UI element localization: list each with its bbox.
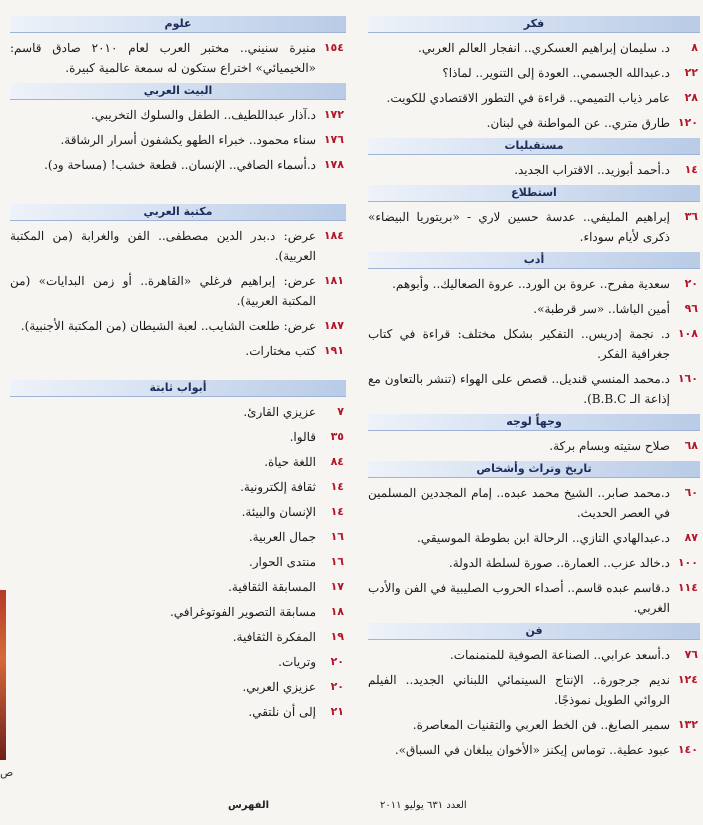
section-science	[10, 16, 346, 78]
spacer	[10, 366, 346, 378]
section-arab-home	[10, 83, 346, 175]
toc-entry[interactable]	[368, 528, 700, 548]
section-history	[368, 461, 700, 618]
toc-entry[interactable]	[368, 645, 700, 665]
toc-entry[interactable]	[10, 602, 346, 622]
page-number: ١٠٨	[677, 327, 698, 340]
entry-title: سناء محمود.. خبراء الطهو يكشفون أسرار الرشاقة.	[60, 133, 316, 147]
page-number: ٢٨	[684, 91, 698, 104]
entry-title: سمير الصايغ.. فن الخط العربي والتقنيات المعاصرة.	[412, 718, 670, 732]
section-header: تاريخ وتراث وأشخاص	[368, 461, 700, 478]
page-number: ١٧	[330, 580, 344, 593]
page-number: ٦٨	[684, 439, 698, 452]
page-number: ٧٦	[684, 648, 698, 661]
section-header: مكتبة العربي	[10, 204, 346, 221]
page-number: ٦٠	[684, 486, 698, 499]
section-header: مستقبليات	[368, 138, 700, 155]
toc-entry[interactable]	[10, 402, 346, 422]
entry-title: د.أحمد أبوزيد.. الاقتراب الجديد.	[514, 163, 670, 177]
section-arab-library	[10, 204, 346, 361]
entry-title: ثقافة إلكترونية.	[240, 480, 316, 494]
toc-right-column	[368, 14, 700, 765]
page-number: ٣٥	[330, 430, 344, 443]
page-number: ٨	[691, 41, 698, 54]
issue-info: العدد ٦٣١ يوليو ٢٠١١	[380, 800, 467, 811]
toc-entry[interactable]	[368, 553, 700, 573]
section-header: البيت العربي	[10, 83, 346, 100]
entry-title: مسابقة التصوير الفوتوغرافي.	[169, 605, 316, 619]
toc-entry[interactable]	[10, 702, 346, 722]
section-fixed-chapters	[10, 380, 346, 722]
toc-entry[interactable]	[10, 452, 346, 472]
entry-title: وتريات.	[278, 655, 316, 669]
page-number: ٣٦	[684, 210, 698, 223]
entry-title: عرض: طلعت الشايب.. لعبة الشيطان (من المكتبة الأجنبية).	[20, 319, 316, 333]
toc-entry[interactable]	[10, 271, 346, 311]
entry-title: عبود عطية.. توماس إيكنز «الأخوان يبلغان في السباق».	[394, 743, 670, 757]
toc-entry[interactable]	[10, 527, 346, 547]
entry-title: عامر ذياب التميمي.. قراءة في التطور الاقتصادي للكويت.	[386, 91, 670, 105]
toc-entry[interactable]	[368, 299, 700, 319]
entry-title: طارق متري.. عن المواطنة في لبنان.	[486, 116, 670, 130]
toc-entry[interactable]	[368, 578, 700, 618]
entry-title: عرض: إبراهيم فرغلي «القاهرة.. أو زمن البدايات» (من المكتبة العربية).	[10, 274, 316, 308]
entry-title: اللغة حياة.	[264, 455, 316, 469]
toc-entry[interactable]	[10, 677, 346, 697]
page-number: ١٢٤	[677, 673, 698, 686]
page-number: ١٧٦	[323, 133, 344, 146]
toc-entry[interactable]	[10, 477, 346, 497]
page-number: ١٤	[330, 505, 344, 518]
page-number: ١٨	[330, 605, 344, 618]
entry-title: كتب مختارات.	[245, 344, 316, 358]
toc-entry[interactable]	[10, 427, 346, 447]
page-number: ١٥٤	[323, 41, 344, 54]
page-number: ٢٠	[684, 277, 698, 290]
entry-title: إبراهيم المليفي.. عدسة حسين لاري - «بريتوريا البيضاء» ذكرى لأيام سوداء.	[368, 210, 670, 244]
entry-title: منيرة سنيني.. مختبر العرب لعام ٢٠١٠ صادق قاسم: «الخيميائي» اختراع ستكون له سمعة عالمية كبيرة.	[10, 41, 317, 75]
entry-title: عزيزي القارئ.	[243, 405, 316, 419]
page-number: ١١٤	[677, 581, 698, 594]
page-number: ١٤٠	[677, 743, 698, 756]
entry-title: د.خالد عزب.. العمارة.. صورة لسلطة الدولة.	[448, 556, 670, 570]
toc-entry[interactable]	[368, 670, 700, 710]
entry-title: د.أسعد عرابي.. الصناعة الصوفية للمنمنمات.	[449, 648, 670, 662]
section-header: أدب	[368, 252, 700, 269]
toc-entry[interactable]	[10, 155, 346, 175]
page-footer	[0, 800, 703, 820]
entry-title: قالوا.	[289, 430, 316, 444]
toc-entry[interactable]	[368, 436, 700, 456]
page-number: ١٢٠	[677, 116, 698, 129]
page-number: ١٦	[330, 555, 344, 568]
toc-entry[interactable]	[10, 652, 346, 672]
entry-title: د.عبدالله الجسمي.. العودة إلى التنوير.. لماذا؟	[442, 66, 670, 80]
entry-title: إلى أن نلتقي.	[248, 705, 316, 719]
section-survey	[368, 185, 700, 247]
page-number: ٢٢	[684, 66, 698, 79]
page-number: ١٣٢	[677, 718, 698, 731]
page-number: ١٩١	[323, 344, 344, 357]
entry-title: منتدى الحوار.	[248, 555, 316, 569]
page-number: ١٦	[330, 530, 344, 543]
spacer	[10, 180, 346, 202]
page-number: ١٩	[330, 630, 344, 643]
section-face-to-face	[368, 414, 700, 456]
toc-entry[interactable]	[368, 88, 700, 108]
toc-entry[interactable]	[10, 552, 346, 572]
section-art	[368, 623, 700, 760]
page-number: ٨٧	[684, 531, 698, 544]
page-number: ٢١	[330, 705, 344, 718]
page-number: ١٨٧	[323, 319, 344, 332]
section-futures	[368, 138, 700, 180]
toc-entry[interactable]	[368, 63, 700, 83]
section-literature	[368, 252, 700, 409]
toc-entry[interactable]	[10, 105, 346, 125]
page-edge-letter: ص	[0, 766, 14, 779]
section-header: وجهاً لوجه	[368, 414, 700, 431]
toc-entry[interactable]	[368, 113, 700, 133]
entry-title: د.عبدالهادي التازي.. الرحالة ابن بطوطة الموسيقي.	[417, 531, 670, 545]
entry-title: عزيزي العربي.	[242, 680, 316, 694]
section-header: أبواب ثابتة	[10, 380, 346, 397]
page-title: الفهرس	[228, 800, 270, 811]
entry-title: جمال العربية.	[248, 530, 316, 544]
page-number: ١٠٠	[677, 556, 698, 569]
page-number: ١٦٠	[677, 372, 698, 385]
page-number: ١٧٨	[323, 158, 344, 171]
entry-title: د.محمد صابر.. الشيخ محمد عبده.. إمام المجددين المسلمين في العصر الحديث.	[368, 486, 670, 520]
entry-title: الإنسان والبيئة.	[241, 505, 316, 519]
toc-entry[interactable]	[368, 38, 700, 58]
toc-entry[interactable]	[368, 483, 700, 523]
page-number: ٩٦	[684, 302, 698, 315]
section-fikr	[368, 16, 700, 133]
toc-entry[interactable]	[10, 627, 346, 647]
page-number: ١٧٢	[323, 108, 344, 121]
toc-entry[interactable]	[10, 130, 346, 150]
toc-entry[interactable]	[10, 577, 346, 597]
section-header: فكر	[368, 16, 700, 33]
toc-entry[interactable]	[368, 274, 700, 294]
entry-title: د.أسماء الصافي.. الإنسان.. قطعة خشب! (مساحة ود).	[44, 158, 316, 172]
entry-title: د. نجمة إدريس.. التفكير بشكل مختلف: قراءة في كتاب جغرافية الفكر.	[368, 327, 670, 361]
entry-title: عرض: د.بدر الدين مصطفى.. الفن والغرابة (من المكتبة العربية).	[10, 229, 316, 263]
toc-entry[interactable]	[10, 341, 346, 361]
page-number: ٨٤	[330, 455, 344, 468]
toc-entry[interactable]	[10, 502, 346, 522]
entry-title: د. سليمان إبراهيم العسكري.. انفجار العالم العربي.	[418, 41, 670, 55]
section-header: استطلاع	[368, 185, 700, 202]
entry-title: صلاح ستيته وبسام بركة.	[549, 439, 670, 453]
toc-entry[interactable]	[368, 740, 700, 760]
section-header: فن	[368, 623, 700, 640]
entry-title: د.محمد المنسي قنديل.. قصص على الهواء (تنشر بالتعاون مع إذاعة الـ B.B.C).	[368, 372, 670, 406]
entry-title: نديم جرجورة.. الإنتاج السينمائي اللبناني الجديد.. الفيلم الروائي الطويل نموذجًا.	[368, 673, 670, 707]
toc-entry[interactable]	[368, 324, 700, 364]
toc-entry[interactable]	[368, 369, 700, 409]
toc-entry[interactable]	[368, 160, 700, 180]
toc-entry[interactable]	[368, 715, 700, 735]
page-number: ١٤	[684, 163, 698, 176]
toc-entry[interactable]	[10, 316, 346, 336]
page-number: ١٨٤	[323, 229, 344, 242]
entry-title: د.آذار عبداللطيف.. الطفل والسلوك التخريبي.	[90, 108, 316, 122]
page-number: ٧	[337, 405, 344, 418]
entry-title: سعدية مفرح.. عروة بن الورد.. عروة الصعاليك.. وأبوهم.	[392, 277, 670, 291]
page-number: ١٨١	[323, 274, 344, 287]
section-header: علوم	[10, 16, 346, 33]
page-number: ٢٠	[330, 655, 344, 668]
toc-entry[interactable]	[10, 226, 346, 266]
entry-title: د.قاسم عبده قاسم.. أصداء الحروب الصليبية في الفن والأدب الغربي.	[368, 581, 670, 615]
page-edge-image-strip	[0, 590, 6, 760]
toc-left-column	[10, 14, 346, 727]
toc-entry[interactable]	[368, 207, 700, 247]
entry-title: المفكرة الثقافية.	[232, 630, 316, 644]
entry-title: المسابقة الثقافية.	[228, 580, 316, 594]
page-number: ١٤	[330, 480, 344, 493]
page-number: ٢٠	[330, 680, 344, 693]
toc-entry[interactable]	[10, 38, 346, 78]
entry-title: أمين الباشا.. «سر قرطبة».	[533, 302, 670, 316]
